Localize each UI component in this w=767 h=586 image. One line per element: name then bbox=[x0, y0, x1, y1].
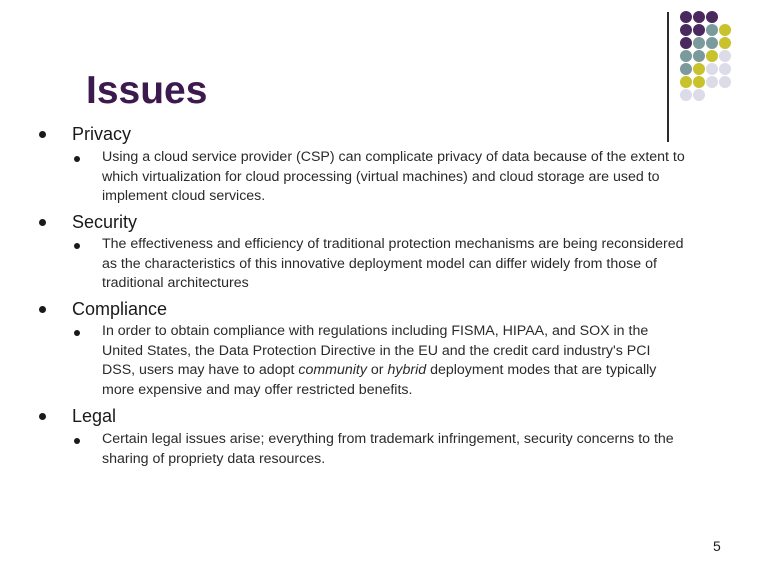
bullet-icon bbox=[39, 219, 46, 226]
emphasized-text: community bbox=[298, 362, 367, 378]
body-text-run: deployment modes that are typically more expensive and may offer restricted benefits. bbox=[102, 362, 657, 398]
bullet-icon bbox=[39, 131, 46, 138]
page-number: 5 bbox=[713, 538, 721, 554]
decorative-dot bbox=[680, 11, 692, 23]
section-body-privacy bbox=[102, 148, 687, 207]
decorative-dot bbox=[706, 63, 718, 75]
decorative-dot bbox=[706, 37, 718, 49]
section-body-compliance bbox=[102, 322, 687, 400]
bullet-icon bbox=[39, 306, 46, 313]
body-text-run: Using a cloud service provider (CSP) can complicate privacy of data because of the extent to which virtualization for cloud processing (virtual machines) and cloud storage are used to implement cloud services. bbox=[102, 149, 685, 204]
slide-title: Issues bbox=[86, 69, 208, 112]
decorative-dot bbox=[680, 63, 692, 75]
decorative-dot bbox=[680, 76, 692, 88]
section-heading-privacy: Privacy bbox=[72, 124, 132, 144]
decorative-dot bbox=[719, 63, 731, 75]
decorative-dot bbox=[693, 89, 705, 101]
decorative-dot bbox=[706, 50, 718, 62]
sub-bullet-icon bbox=[74, 156, 80, 162]
body-text-run: In order to obtain compliance with regulations including FISMA, HIPAA, and SOX in the United States, the Data Protection Directive in the EU and the credit card industry's PCI DSS, users may have to adopt bbox=[102, 323, 651, 378]
decorative-dot bbox=[680, 50, 692, 62]
sub-bullet-icon bbox=[74, 330, 80, 336]
decorative-dot bbox=[693, 63, 705, 75]
decorative-dot bbox=[693, 11, 705, 23]
body-text-run: The effectiveness and efficiency of traditional protection mechanisms are being reconsidered as the characteristics of this innovative deployment model can differ widely from those of traditional architectures bbox=[102, 236, 684, 291]
decorative-dot bbox=[719, 24, 731, 36]
section-heading-legal: Legal bbox=[72, 406, 117, 426]
decorative-dot bbox=[706, 11, 718, 23]
decorative-vertical-rule bbox=[667, 12, 669, 142]
body-text-run: Certain legal issues arise; everything from trademark infringement, security concerns to the sharing of propriety data resources. bbox=[102, 431, 674, 467]
decorative-dot bbox=[693, 37, 705, 49]
decorative-dot bbox=[706, 24, 718, 36]
decorative-dot bbox=[680, 37, 692, 49]
sub-bullet-icon bbox=[74, 438, 80, 444]
bullet-icon bbox=[39, 413, 46, 420]
body-text-run: or bbox=[366, 362, 388, 378]
decorative-dot bbox=[719, 76, 731, 88]
section-body-legal bbox=[102, 430, 687, 469]
sub-bullet-icon bbox=[74, 243, 80, 249]
decorative-dot bbox=[680, 89, 692, 101]
section-heading-compliance: Compliance bbox=[72, 299, 168, 319]
decorative-dot bbox=[719, 37, 731, 49]
decorative-dot bbox=[693, 76, 705, 88]
section-body-security bbox=[102, 235, 687, 294]
decorative-dot bbox=[719, 50, 731, 62]
decorative-dot bbox=[693, 50, 705, 62]
decorative-dot bbox=[680, 24, 692, 36]
decorative-dot bbox=[693, 24, 705, 36]
section-heading-security: Security bbox=[72, 212, 138, 232]
emphasized-text: hybrid bbox=[387, 362, 427, 378]
decorative-dot bbox=[706, 76, 718, 88]
